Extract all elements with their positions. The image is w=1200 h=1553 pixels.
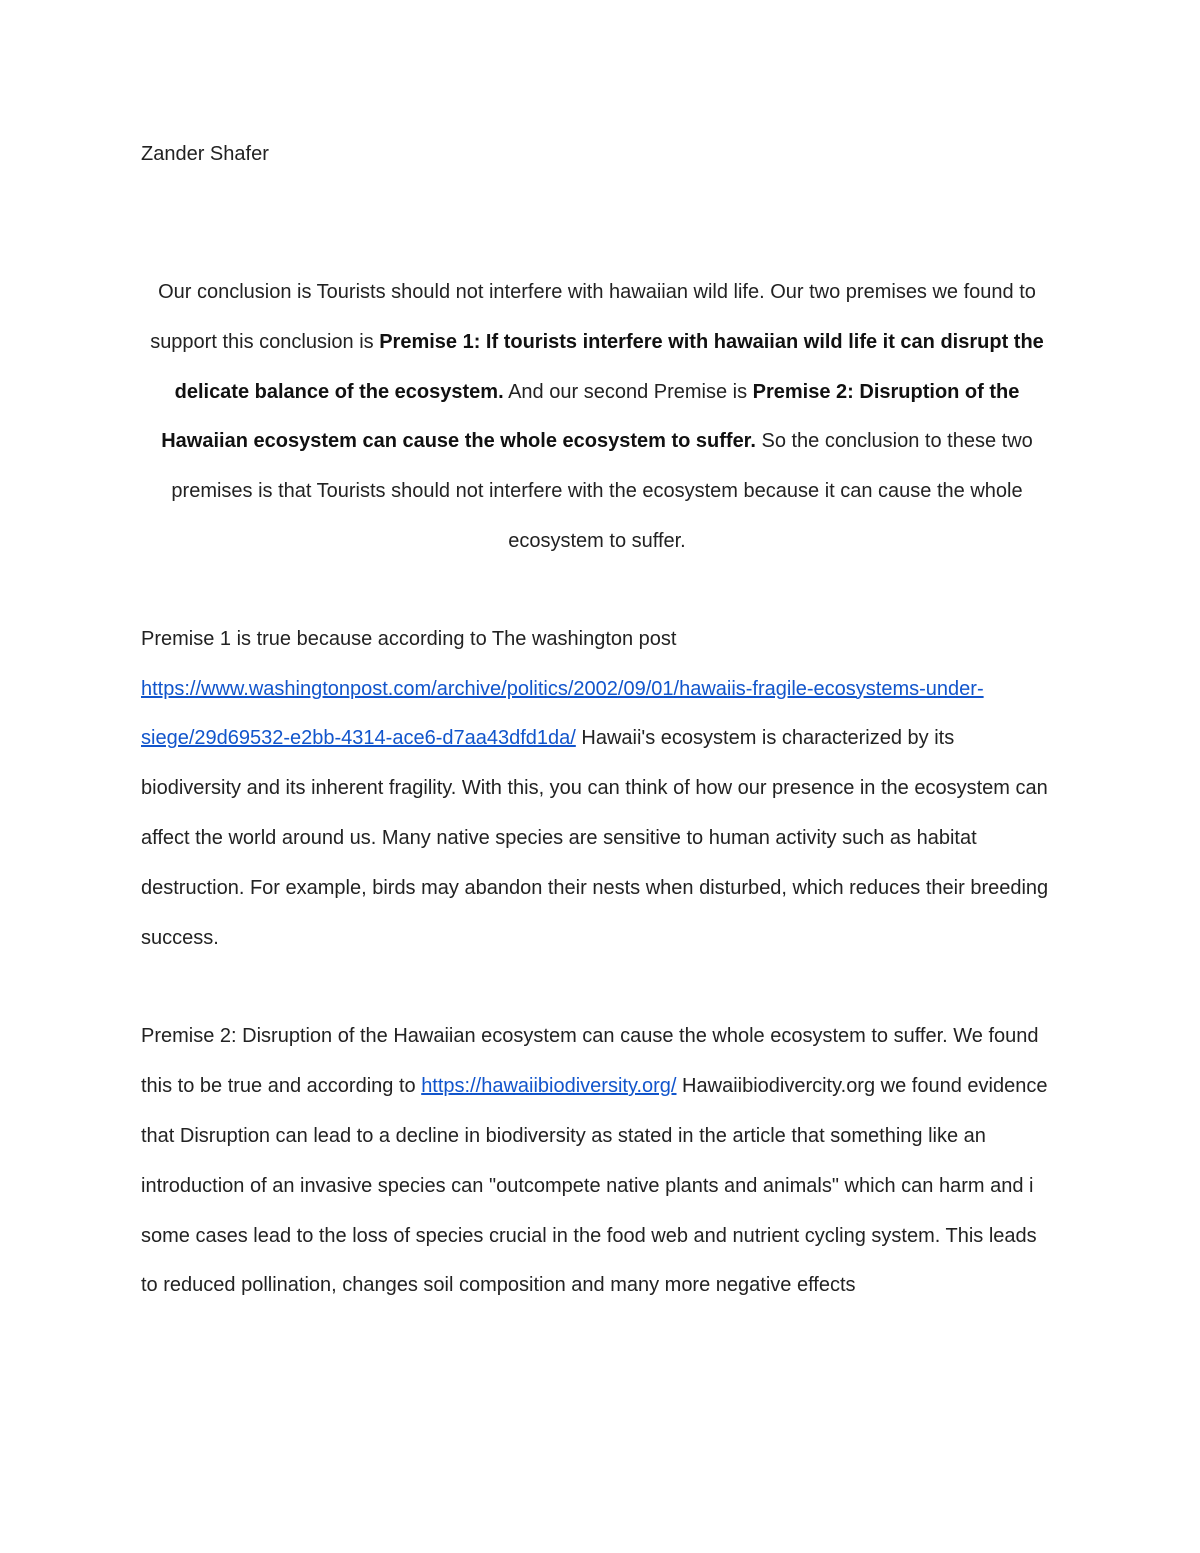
- premise-2-text-2: Hawaiibiodivercity.org we found evidence that Disruption can lead to a decline in biodiversity as stated in the article that something like an introduction of an invasive species can "outcompete native plants and animals" which can harm and i some cases lead to the loss of species crucial in the food web and nutrient cycling system. This leads to reduced pollination, changes soil composition and many more negative effects: [141, 1075, 1048, 1297]
- premise-1-paragraph: [141, 615, 1053, 964]
- premise-1-text-1: Premise 1 is true because according to The washington post: [141, 627, 677, 650]
- intro-text-1: Our conclusion is Tourists should not interfere with hawaiian wild life. Our two premises we found to support this conclusion is: [150, 281, 1036, 353]
- premise-1-statement: Premise 1: If tourists interfere with hawaiian wild life it can disrupt the delicate balance of the ecosystem.: [174, 330, 1044, 403]
- intro-text-2: And our second Premise is: [503, 380, 753, 403]
- intro-paragraph: [141, 268, 1053, 567]
- premise-2-text-1: Premise 2: Disruption of the Hawaiian ecosystem can cause the whole ecosystem to suffer. We found this to be true and according to: [141, 1025, 1039, 1098]
- intro-text-3: So the conclusion to these two premises is that Tourists should not interfere with the ecosystem because it can cause the whole ecosystem to suffer.: [171, 430, 1033, 552]
- washington-post-link[interactable]: https://www.washingtonpost.com/archive/politics/2002/09/01/hawaiis-fragile-ecosystems-under-siege/29d69532-e2bb-4314-ace6-d7aa43dfd1da/: [141, 677, 984, 750]
- premise-2-statement: Premise 2: Disruption of the Hawaiian ecosystem can cause the whole ecosystem to suffer.: [161, 380, 1020, 453]
- premise-2-paragraph: [141, 1012, 1053, 1311]
- document-body: [141, 134, 1053, 1311]
- author-name: Zander Shafer: [141, 143, 269, 165]
- hawaii-biodiversity-link[interactable]: https://hawaiibiodiversity.org/: [421, 1075, 677, 1098]
- premise-1-text-2: Hawaii's ecosystem is characterized by its biodiversity and its inherent fragility. With this, you can think of how our presence in the ecosystem can affect the world around us. Many native species are sensitive to human activity such as habitat destruction. For example, birds may abandon their nests when disturbed, which reduces their breeding success.: [141, 727, 1049, 949]
